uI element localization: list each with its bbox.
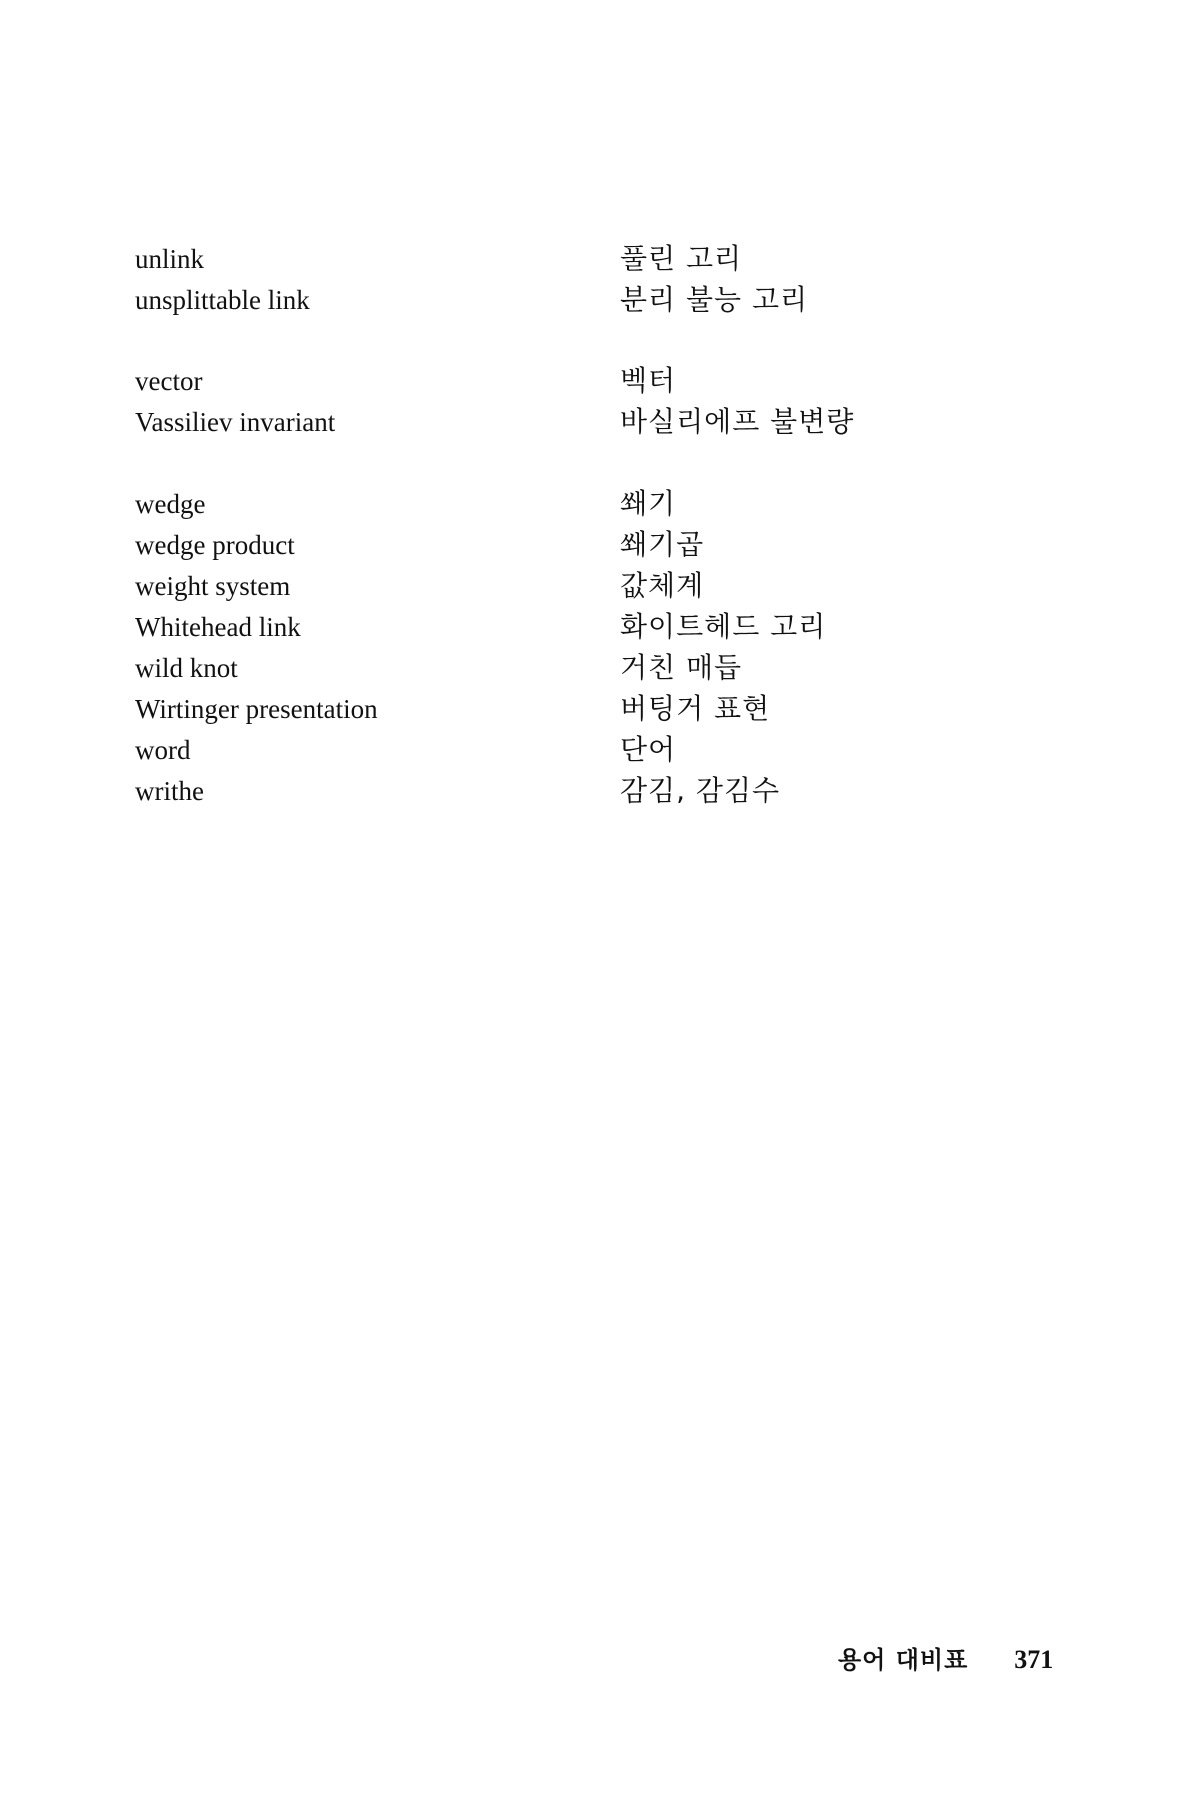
glossary-entry — [135, 524, 875, 565]
glossary-entry — [135, 483, 875, 524]
korean-term: 감김, 감김수 — [620, 774, 781, 807]
korean-term: 바실리에프 불변량 — [620, 405, 855, 438]
english-term: Whitehead link — [135, 612, 301, 642]
korean-term: 쐐기 — [620, 487, 677, 520]
english-term: Wirtinger presentation — [135, 694, 378, 724]
english-term: unlink — [135, 244, 205, 274]
glossary-entry — [135, 360, 875, 401]
english-term: wedge product — [135, 530, 295, 560]
glossary-group-v — [135, 360, 875, 442]
page-number: 371 — [1014, 1645, 1054, 1674]
running-footer — [838, 1640, 1053, 1675]
english-term: word — [135, 735, 191, 765]
korean-term: 값체계 — [620, 569, 705, 602]
english-term: writhe — [135, 776, 204, 806]
glossary-entry — [135, 606, 875, 647]
glossary-entry — [135, 401, 875, 442]
english-term: unsplittable link — [135, 285, 310, 315]
glossary-entry — [135, 770, 875, 811]
korean-term: 거친 매듭 — [620, 651, 743, 684]
glossary-group-w — [135, 483, 875, 811]
glossary-entry — [135, 279, 875, 320]
glossary-entry — [135, 688, 875, 729]
korean-term: 풀린 고리 — [620, 242, 743, 275]
english-term: vector — [135, 366, 203, 396]
english-term: Vassiliev invariant — [135, 407, 336, 437]
glossary-entry — [135, 729, 875, 770]
korean-term: 단어 — [620, 733, 677, 766]
korean-term: 화이트헤드 고리 — [620, 610, 827, 643]
korean-term: 분리 불능 고리 — [620, 283, 809, 316]
english-term: wedge — [135, 489, 206, 519]
glossary-group-u — [135, 238, 875, 320]
korean-term: 쐐기곱 — [620, 528, 705, 561]
english-term: wild knot — [135, 653, 238, 683]
glossary-entry — [135, 238, 875, 279]
korean-term: 버팅거 표현 — [620, 692, 771, 725]
english-term: weight system — [135, 571, 291, 601]
glossary-entry — [135, 565, 875, 606]
korean-term: 벡터 — [620, 364, 677, 397]
glossary-entry — [135, 647, 875, 688]
footer-section-title: 용어 대비표 — [838, 1646, 969, 1674]
